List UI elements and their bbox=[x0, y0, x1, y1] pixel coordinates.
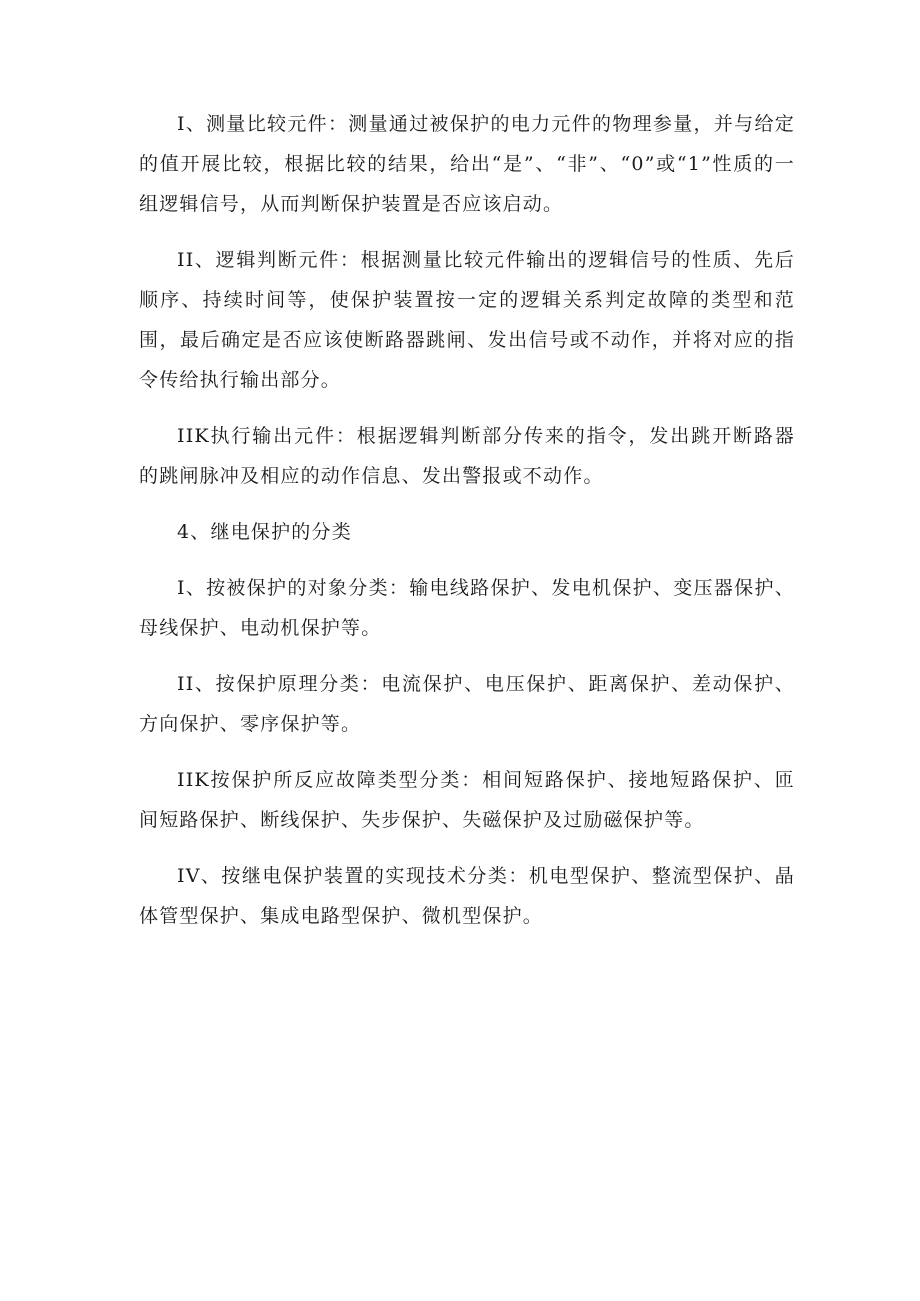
paragraph-classify-by-principle: II、按保护原理分类：电流保护、电压保护、距离保护、差动保护、方向保护、零序保护等。 bbox=[139, 673, 795, 735]
document-body bbox=[139, 104, 795, 952]
paragraph-classify-by-object: I、按被保护的对象分类：输电线路保护、发电机保护、变压器保护、母线保护、电动机保护等。 bbox=[139, 577, 795, 639]
paragraph-logic-element: II、逻辑判断元件：根据测量比较元件输出的逻辑信号的性质、先后顺序、持续时间等，使保护装置按一定的逻辑关系判定故障的类型和范围，最后确定是否应该使断路器跳闸、发出信号或不动作，并将对应的指令传给执行输出部分。 bbox=[139, 249, 795, 391]
paragraph-measurement-element: I、测量比较元件：测量通过被保护的电力元件的物理参量，并与给定的值开展比较，根据比较的结果，给出“是”、“非”、“0”或“1”性质的一组逻辑信号，从而判断保护装置是否应该启动。 bbox=[139, 113, 795, 215]
section-heading-classification: 4、继电保护的分类 bbox=[177, 521, 352, 543]
paragraph-execution-element: IIK执行输出元件：根据逻辑判断部分传来的指令，发出跳开断路器的跳闸脉冲及相应的动作信息、发出警报或不动作。 bbox=[139, 425, 795, 487]
paragraph-classify-by-fault-type: IIK按保护所反应故障类型分类：相间短路保护、接地短路保护、匝间短路保护、断线保护、失步保护、失磁保护及过励磁保护等。 bbox=[139, 769, 795, 831]
paragraph-classify-by-technology: IV、按继电保护装置的实现技术分类：机电型保护、整流型保护、晶体管型保护、集成电路型保护、微机型保护。 bbox=[139, 865, 795, 927]
